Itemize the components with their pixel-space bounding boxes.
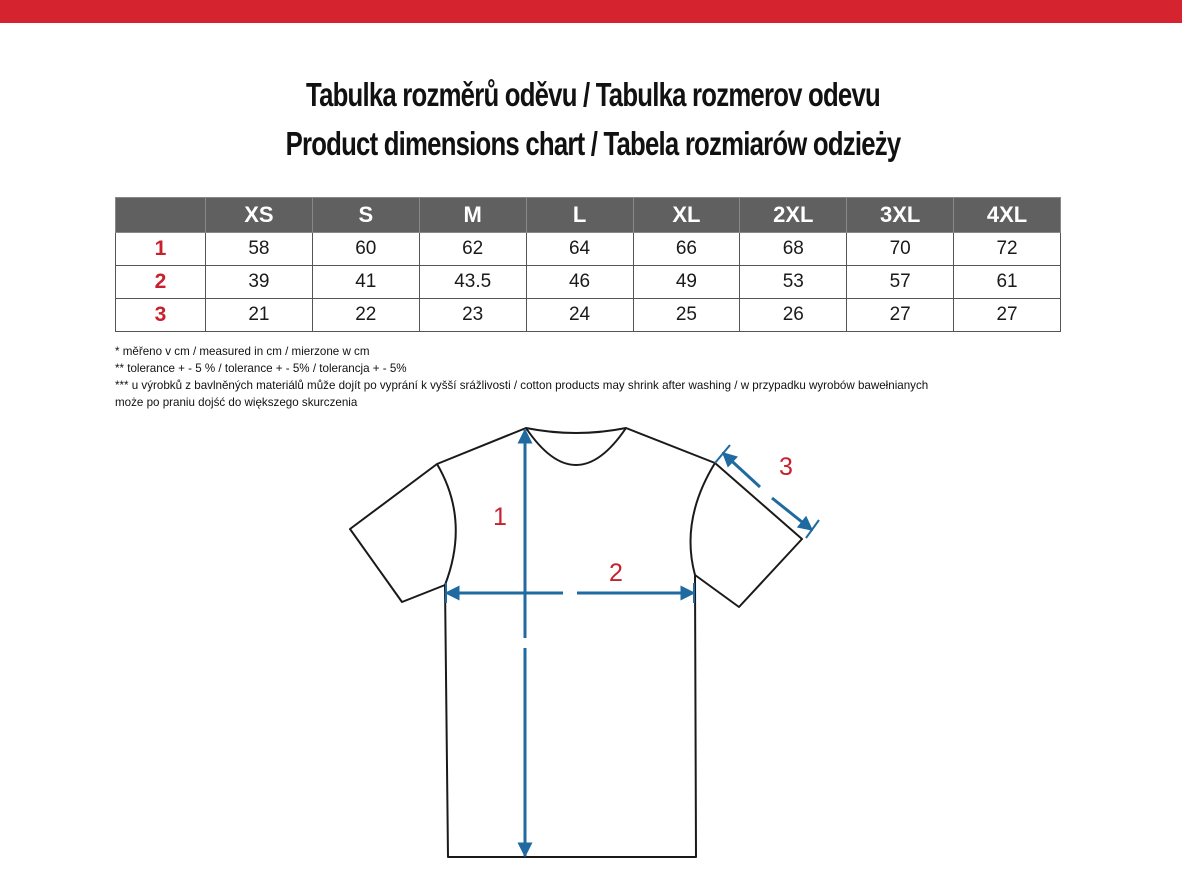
sleeve-tick-lower (806, 520, 819, 538)
table-cell: 22 (312, 299, 419, 332)
size-header-3xl: 3XL (847, 198, 954, 233)
table-cell: 62 (419, 233, 526, 266)
table-cell: 64 (526, 233, 633, 266)
row-label-1: 1 (116, 233, 206, 266)
table-cell: 27 (847, 299, 954, 332)
size-header-s: S (312, 198, 419, 233)
table-cell: 21 (206, 299, 313, 332)
table-row (116, 266, 1061, 299)
table-cell: 72 (954, 233, 1061, 266)
header-corner-cell (116, 198, 206, 233)
size-header-l: L (526, 198, 633, 233)
note-shrinkage: *** u výrobků z bavlněných materiálů může dojít po vyprání k vyšší srážlivosti / cotton products may shrink after washing / w przypadku wyrobów bawełnianych (115, 379, 929, 392)
size-header-xl: XL (633, 198, 740, 233)
tshirt-measurement-diagram (330, 420, 850, 870)
table-cell: 41 (312, 266, 419, 299)
table-cell: 49 (633, 266, 740, 299)
note-tolerance: ** tolerance + - 5 % / tolerance + - 5% / tolerancja + - 5% (115, 362, 407, 375)
dimension-label-3: 3 (779, 453, 793, 481)
table-cell: 58 (206, 233, 313, 266)
table-row (116, 299, 1061, 332)
note-shrinkage-continued: może po praniu dojść do większego skurczenia (115, 396, 358, 409)
table-cell: 27 (954, 299, 1061, 332)
size-header-xs: XS (206, 198, 313, 233)
row-label-2: 2 (116, 266, 206, 299)
tshirt-outline (350, 428, 802, 857)
top-accent-bar (0, 0, 1182, 23)
size-header-4xl: 4XL (954, 198, 1061, 233)
sleeve-tick-upper (715, 445, 730, 463)
table-cell: 26 (740, 299, 847, 332)
collar-line (526, 428, 626, 433)
table-cell: 60 (312, 233, 419, 266)
table-cell: 43.5 (419, 266, 526, 299)
table-cell: 46 (526, 266, 633, 299)
table-cell: 68 (740, 233, 847, 266)
table-row (116, 233, 1061, 266)
table-cell: 66 (633, 233, 740, 266)
size-table (115, 197, 1061, 332)
table-cell: 39 (206, 266, 313, 299)
table-cell: 57 (847, 266, 954, 299)
size-header-row (116, 198, 1061, 233)
table-cell: 61 (954, 266, 1061, 299)
size-header-2xl: 2XL (740, 198, 847, 233)
table-cell: 53 (740, 266, 847, 299)
size-header-m: M (419, 198, 526, 233)
page-title-line-1: Tabulka rozměrů oděvu / Tabulka rozmerov odevu (306, 76, 880, 113)
dimension-label-2: 2 (609, 559, 623, 587)
table-cell: 23 (419, 299, 526, 332)
dimension-label-1: 1 (493, 503, 507, 531)
row-label-3: 3 (116, 299, 206, 332)
table-cell: 25 (633, 299, 740, 332)
note-units: * měřeno v cm / measured in cm / mierzone w cm (115, 345, 370, 358)
measurement-notes (115, 343, 1075, 411)
page-title-line-2: Product dimensions chart / Tabela rozmiarów odzieży (285, 125, 901, 162)
table-cell: 70 (847, 233, 954, 266)
table-cell: 24 (526, 299, 633, 332)
